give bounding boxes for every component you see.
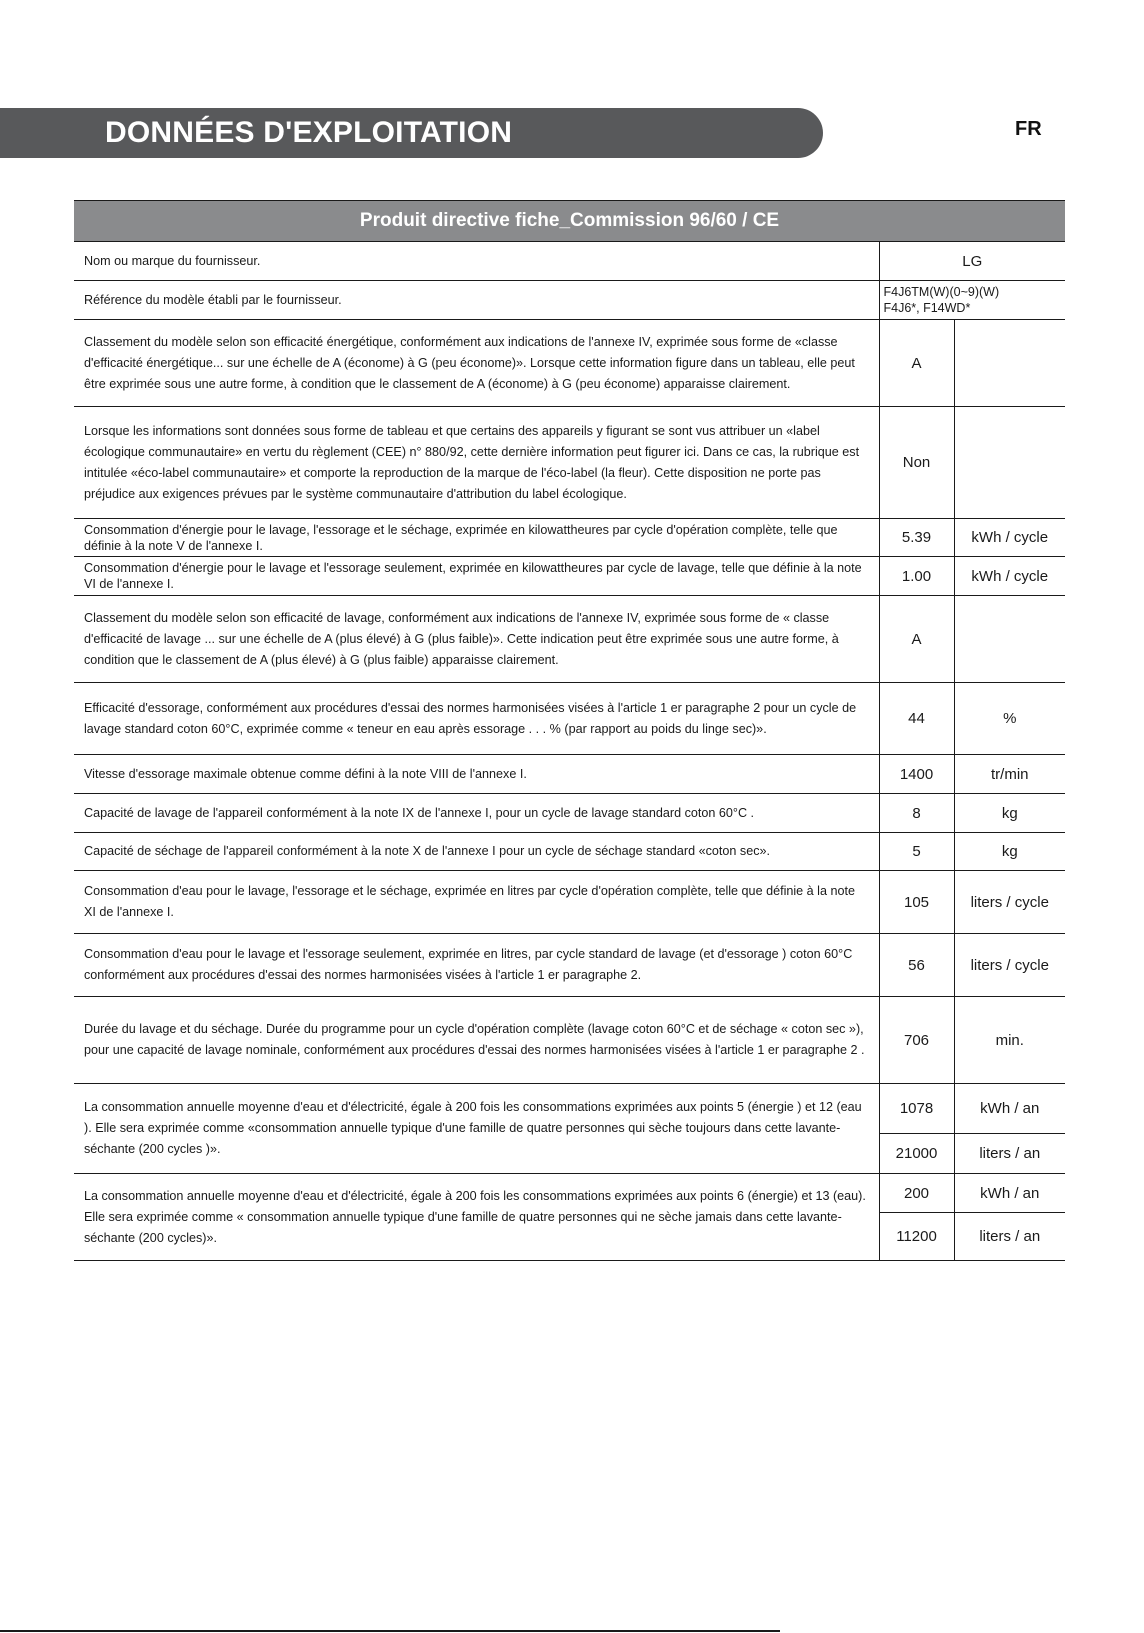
row-unit: kWh / cycle <box>954 519 1065 557</box>
row-unit <box>954 320 1065 407</box>
annual-water-unit: liters / an <box>954 1134 1065 1174</box>
row-value: A <box>879 320 954 407</box>
table-row <box>74 833 1065 871</box>
table-row <box>74 557 1065 596</box>
language-code: FR <box>1015 118 1042 140</box>
row-value: A <box>879 596 954 683</box>
annual-energy-unit: kWh / an <box>954 1084 1065 1134</box>
row-label: Efficacité d'essorage, conformément aux procédures d'essai des normes harmonisées visées à l'article 1 er paragraphe 2 pour un cycle de lavage standard coton 60°C, exprimée comme « teneur en eau après essorage . . . % (par rapport au poids du linge sec)». <box>74 683 879 755</box>
table-row <box>74 519 1065 557</box>
row-label: Vitesse d'essorage maximale obtenue comme défini à la note VIII de l'annexe I. <box>74 755 879 794</box>
row-label: Consommation d'eau pour le lavage, l'essorage et le séchage, exprimée en litres par cycle d'opération complète, telle que définie à la note XI de l'annexe I. <box>74 871 879 934</box>
table-row <box>74 934 1065 997</box>
footer-divider <box>0 1630 780 1632</box>
row-unit <box>954 596 1065 683</box>
table-row <box>74 1174 1065 1213</box>
row-unit: kWh / cycle <box>954 557 1065 596</box>
section-banner <box>0 108 823 158</box>
row-label: Capacité de séchage de l'appareil conformément à la note X de l'annexe I pour un cycle de séchage standard «coton sec». <box>74 833 879 871</box>
row-value: 8 <box>879 794 954 833</box>
table-row <box>74 407 1065 519</box>
row-unit: % <box>954 683 1065 755</box>
row-value: 706 <box>879 997 954 1084</box>
row-label: La consommation annuelle moyenne d'eau et d'électricité, égale à 200 fois les consommations exprimées aux points 5 (énergie ) et 12 (eau ). Elle sera exprimée comme «consommation annuelle typique d'une famille de quatre personnes qui sèche toujours dans cette lavante-séchante (200 cycles )». <box>74 1084 879 1174</box>
row-value: 105 <box>879 871 954 934</box>
table-row <box>74 794 1065 833</box>
table-row <box>74 1084 1065 1134</box>
row-value: 44 <box>879 683 954 755</box>
row-label: Lorsque les informations sont données sous forme de tableau et que certains des appareils y figurant se sont vus attribuer un «label écologique communautaire» en vertu du règlement (CEE) n° 880/92, cette dernière information peut figurer ici. Dans ce cas, la rubrique est intitulée «éco-label communautaire» et comporte la reproduction de la marque de l'éco-label (la fleur). Cette disposition ne porte pas préjudice aux exigences prévues par le système communautaire d'attribution du label écologique. <box>74 407 879 519</box>
row-value: 1.00 <box>879 557 954 596</box>
annual-water-value: 11200 <box>879 1213 954 1261</box>
product-fiche-table <box>74 200 1065 1261</box>
row-label: Consommation d'énergie pour le lavage et l'essorage seulement, exprimée en kilowattheures par cycle de lavage, telle que définie à la note VI de l'annexe I. <box>74 557 879 596</box>
annual-energy-value: 200 <box>879 1174 954 1213</box>
row-label: Capacité de lavage de l'appareil conformément à la note IX de l'annexe I, pour un cycle de lavage standard coton 60°C . <box>74 794 879 833</box>
row-label: Classement du modèle selon son efficacité de lavage, conformément aux indications de l'annexe IV, exprimée sous forme de « classe d'efficacité de lavage ... sur une échelle de A (plus élevé) à G (plus faible)». Cette indication peut être exprimée sous une autre forme, à condition que le classement de A (plus élevé) à G (plus faible) apparaisse clairement. <box>74 596 879 683</box>
row-unit: kg <box>954 794 1065 833</box>
row-label: Durée du lavage et du séchage. Durée du programme pour un cycle d'opération complète (lavage coton 60°C et de séchage « coton sec »), pour une capacité de lavage nominale, conformément aux procédures d'essai des normes harmonisées visées à l'article 1 er paragraphe 2 . <box>74 997 879 1084</box>
table-row <box>74 242 1065 281</box>
annual-water-value: 21000 <box>879 1134 954 1174</box>
table-row <box>74 683 1065 755</box>
annual-energy-value: 1078 <box>879 1084 954 1134</box>
row-unit: liters / cycle <box>954 871 1065 934</box>
table-row <box>74 755 1065 794</box>
page-title: DONNÉES D'EXPLOITATION <box>105 116 513 149</box>
row-value: 1400 <box>879 755 954 794</box>
row-value: 5.39 <box>879 519 954 557</box>
row-unit: tr/min <box>954 755 1065 794</box>
row-label: Référence du modèle établi par le fournisseur. <box>74 281 879 320</box>
row-value: Non <box>879 407 954 519</box>
row-label: Classement du modèle selon son efficacité énergétique, conformément aux indications de l'annexe IV, exprimée sous forme de «classe d'efficacité énergétique... sur une échelle de A (économe) à G (peu économe)». Lorsque cette information figure dans un tableau, elle peut être exprimée sous une autre forme, à condition que le classement de A (économe) à G (peu économe) apparaisse clairement. <box>74 320 879 407</box>
table-row <box>74 596 1065 683</box>
table-caption: Produit directive fiche_Commission 96/60 / CE <box>74 201 1065 242</box>
row-label: Nom ou marque du fournisseur. <box>74 242 879 281</box>
row-unit: liters / cycle <box>954 934 1065 997</box>
annual-energy-unit: kWh / an <box>954 1174 1065 1213</box>
row-value: 5 <box>879 833 954 871</box>
row-label: Consommation d'énergie pour le lavage, l'essorage et le séchage, exprimée en kilowattheures par cycle d'opération complète, telle que définie à la note V de l'annexe I. <box>74 519 879 557</box>
table-header-row <box>74 201 1065 242</box>
row-unit: min. <box>954 997 1065 1084</box>
row-label: La consommation annuelle moyenne d'eau et d'électricité, égale à 200 fois les consommations exprimées aux points 6 (énergie) et 13 (eau). Elle sera exprimée comme « consommation annuelle typique d'une famille de quatre personnes qui ne sèche jamais dans cette lavante-séchante (200 cycles)». <box>74 1174 879 1261</box>
annual-water-unit: liters / an <box>954 1213 1065 1261</box>
row-unit: kg <box>954 833 1065 871</box>
row-value: 56 <box>879 934 954 997</box>
model-reference-value: F4J6TM(W)(0~9)(W) F4J6*, F14WD* <box>879 281 1065 320</box>
table-row <box>74 997 1065 1084</box>
table-row <box>74 281 1065 320</box>
table-row <box>74 871 1065 934</box>
row-label: Consommation d'eau pour le lavage et l'essorage seulement, exprimée en litres, par cycle standard de lavage (et d'essorage ) coton 60°C conformément aux procédures d'essai des normes harmonisées visées à l'article 1 er paragraphe 2. <box>74 934 879 997</box>
table-row <box>74 320 1065 407</box>
row-unit <box>954 407 1065 519</box>
row-value: LG <box>879 242 1065 281</box>
